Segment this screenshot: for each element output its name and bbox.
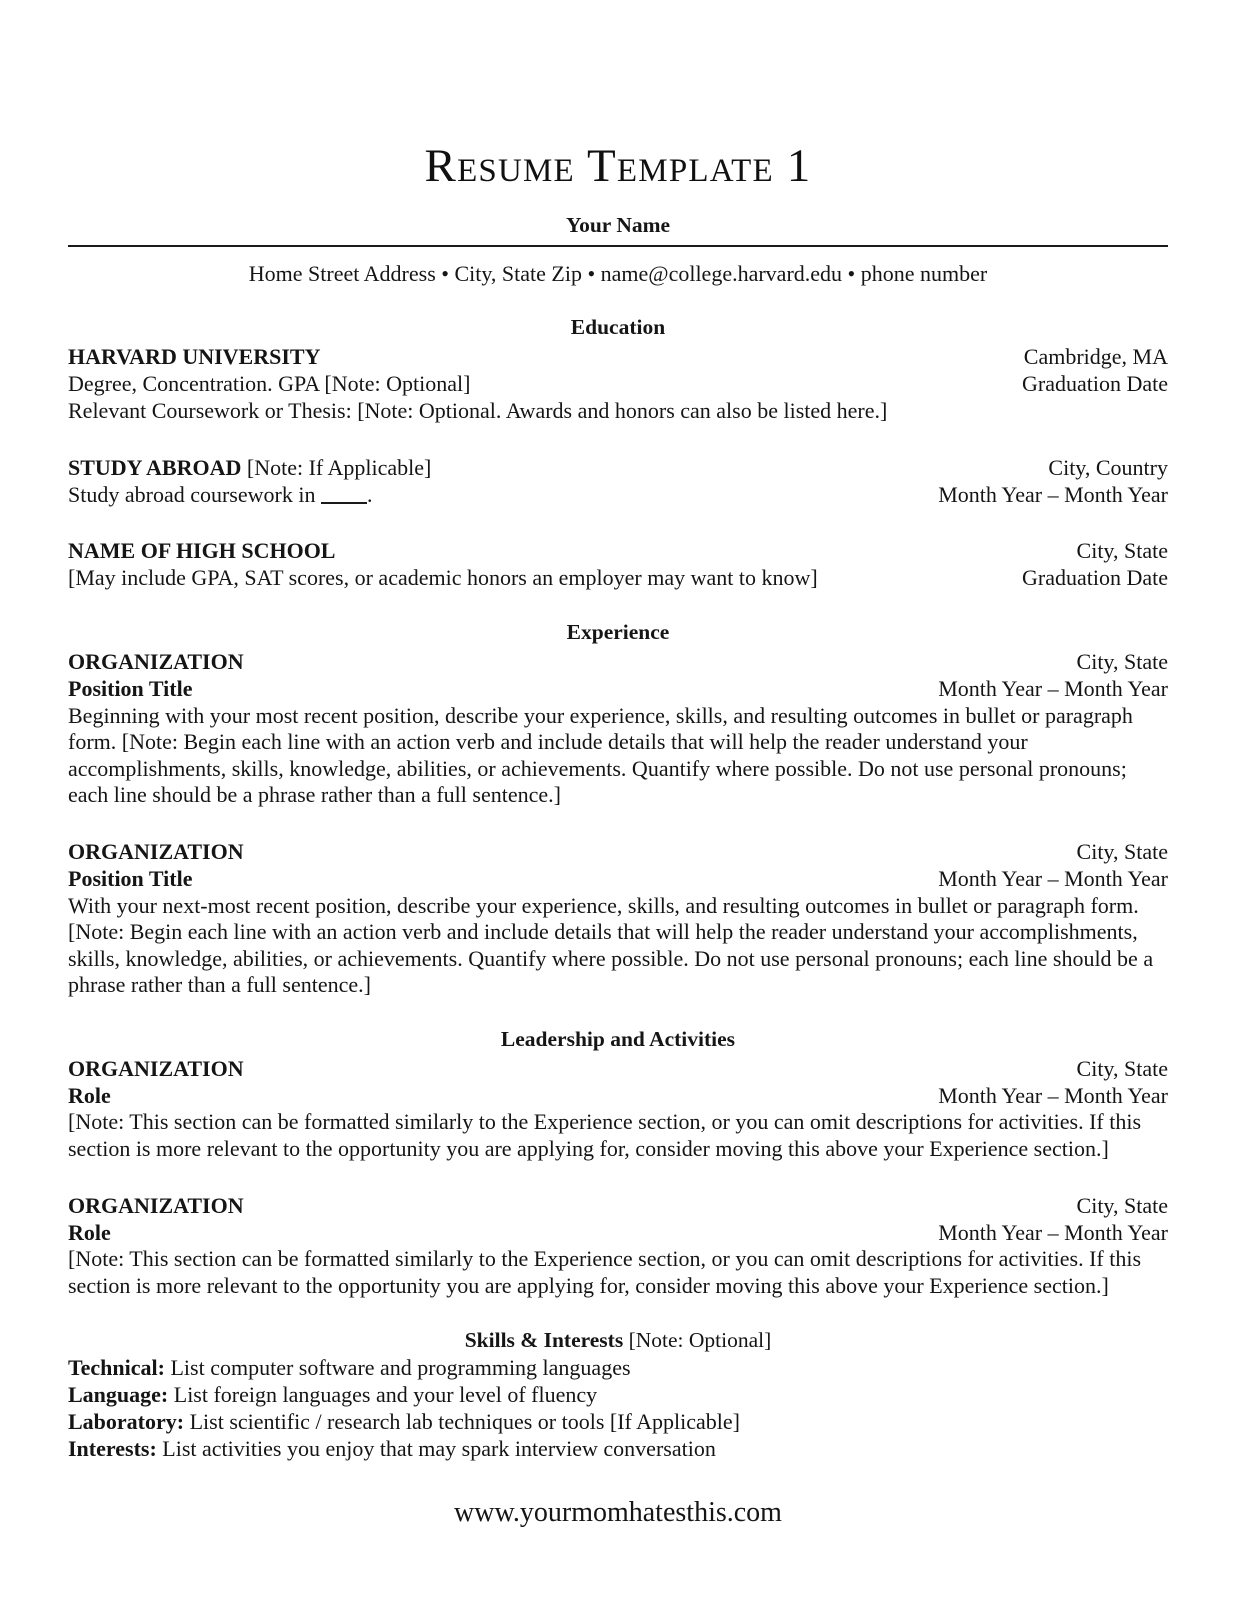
entry-header-row	[68, 1056, 1168, 1083]
entry-date: Month Year – Month Year	[938, 1082, 1168, 1108]
entry-date: Graduation Date	[1022, 565, 1168, 591]
position-title: Position Title	[68, 865, 193, 891]
organization-name: NAME OF HIGH SCHOOL	[68, 538, 336, 564]
skills-item	[68, 1409, 1168, 1436]
page-title: Resume Template 1	[424, 140, 812, 192]
entry-detail	[68, 482, 388, 509]
entry-role-row	[68, 866, 1168, 893]
education-entry-university	[68, 344, 1168, 424]
skills-item	[68, 1436, 1168, 1463]
entry-detail-row	[68, 371, 1168, 398]
skills-item-value: List foreign languages and your level of fluency	[173, 1382, 598, 1408]
education-entry-study-abroad	[68, 455, 1168, 509]
entry-detail: [May include GPA, SAT scores, or academic honors an employer may want to know]	[68, 565, 818, 591]
entry-role-row	[68, 1220, 1168, 1247]
skills-item-label: Interests:	[68, 1435, 157, 1461]
section-heading-experience: Experience	[566, 620, 670, 645]
entry-header-row	[68, 649, 1168, 676]
organization-name: ORGANIZATION	[68, 838, 244, 864]
skills-list	[68, 1355, 1168, 1462]
skills-item-value: List computer software and programming languages	[170, 1355, 631, 1381]
entry-date: Month Year – Month Year	[938, 481, 1168, 507]
entry-date: Month Year – Month Year	[938, 675, 1168, 701]
skills-item-label: Laboratory:	[68, 1409, 185, 1435]
skills-item-value: List scientific / research lab techniques or tools [If Applicable]	[189, 1409, 741, 1435]
entry-detail-row	[68, 482, 1168, 509]
entry-description: Beginning with your most recent position, describe your experience, skills, and resulting outcomes in bullet or paragraph form. [Note: Begin each line with an action verb and include details that will help the reader understand your accomplishments, skills, knowledge, abilities, or achievements. Quantify where possible. Do not use personal pronouns; each line should be a phrase rather than a full sentence.]	[68, 702, 1133, 808]
entry-date: Month Year – Month Year	[938, 1219, 1168, 1245]
section-heading-leadership: Leadership and Activities	[500, 1027, 736, 1052]
contact-line: Home Street Address • City, State Zip • name@college.harvard.edu • phone number	[248, 261, 988, 287]
fill-in-blank	[321, 502, 367, 504]
entry-location: City, State	[1076, 1192, 1168, 1218]
section-heading-skills-note: [Note: Optional]	[628, 1327, 772, 1352]
footer-url: www.yourmomhatesthis.com	[454, 1497, 782, 1529]
entry-description: With your next-most recent position, describe your experience, skills, and resulting outcomes in bullet or paragraph form. [Note: Begin each line with an action verb and include details that will help the reader understand your accomplishments, skills, knowledge, abilities, or achievements. Quantify where possible. Do not use personal pronouns; each line should be a phrase rather than a full sentence.]	[68, 892, 1154, 998]
position-title: Position Title	[68, 675, 193, 701]
entry-description: [Note: This section can be formatted similarly to the Experience section, or you can omit descriptions for activities. If this section is more relevant to the opportunity you are applying for, consider moving this above your Experience section.]	[68, 1109, 1142, 1162]
role-title: Role	[68, 1219, 111, 1245]
candidate-name: Your Name	[565, 213, 671, 238]
header-divider	[68, 245, 1168, 247]
organization-name: ORGANIZATION	[68, 1055, 244, 1081]
entry-extra: Relevant Coursework or Thesis: [Note: Optional. Awards and honors can also be listed here.]	[68, 397, 888, 423]
entry-location: City, State	[1076, 1055, 1168, 1081]
leadership-entry	[68, 1193, 1168, 1300]
organization-name: ORGANIZATION	[68, 1192, 244, 1218]
organization-label: STUDY ABROAD	[68, 454, 242, 480]
entry-location: Cambridge, MA	[1023, 344, 1168, 370]
entry-detail-prefix: Study abroad coursework in	[68, 481, 321, 507]
entry-location: City, Country	[1048, 454, 1168, 480]
entry-header-row	[68, 344, 1168, 371]
entry-detail-row	[68, 565, 1168, 592]
education-entry-high-school	[68, 538, 1168, 592]
entry-location: City, State	[1076, 648, 1168, 674]
entry-location: City, State	[1076, 538, 1168, 564]
entry-detail: Degree, Concentration. GPA [Note: Optional]	[68, 371, 471, 397]
entry-header-row	[68, 1193, 1168, 1220]
leadership-entry	[68, 1056, 1168, 1163]
entry-date: Graduation Date	[1022, 371, 1168, 397]
role-title: Role	[68, 1082, 111, 1108]
section-heading-education: Education	[570, 315, 666, 340]
experience-entry	[68, 839, 1168, 999]
section-heading-skills-label: Skills & Interests	[464, 1327, 624, 1352]
entry-role-row	[68, 1083, 1168, 1110]
skills-item	[68, 1355, 1168, 1382]
skills-item-value: List activities you enjoy that may spark interview conversation	[162, 1435, 716, 1461]
organization-note: [Note: If Applicable]	[246, 454, 432, 480]
entry-description: [Note: This section can be formatted similarly to the Experience section, or you can omit descriptions for activities. If this section is more relevant to the opportunity you are applying for, consider moving this above your Experience section.]	[68, 1246, 1142, 1298]
entry-header-row	[68, 538, 1168, 565]
entry-detail-suffix: .	[366, 481, 373, 507]
skills-item-label: Language:	[68, 1382, 169, 1408]
organization-name	[68, 455, 447, 482]
organization-name: HARVARD UNIVERSITY	[68, 344, 321, 370]
entry-role-row	[68, 676, 1168, 703]
entry-header-row	[68, 455, 1168, 482]
experience-entry	[68, 649, 1168, 809]
skills-item-label: Technical:	[68, 1355, 165, 1381]
section-heading-skills	[68, 1328, 1168, 1354]
skills-item	[68, 1382, 1168, 1409]
entry-location: City, State	[1076, 838, 1168, 864]
organization-name: ORGANIZATION	[68, 648, 244, 674]
entry-date: Month Year – Month Year	[938, 865, 1168, 891]
entry-header-row	[68, 839, 1168, 866]
